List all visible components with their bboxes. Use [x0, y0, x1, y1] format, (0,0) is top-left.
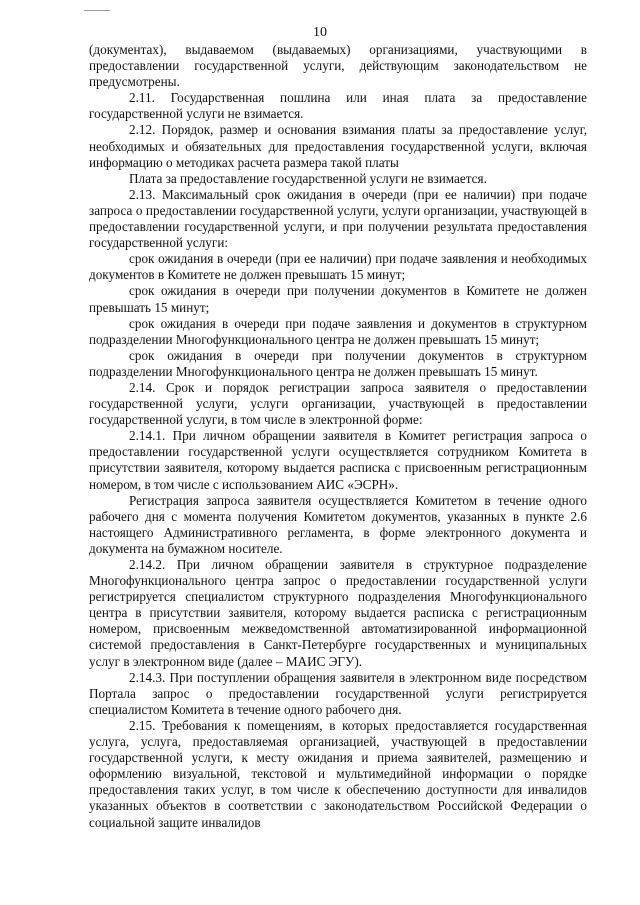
paragraph: 2.14.2. При личном обращении заявителя в структурное подразделение Многофункционального центра запрос о предоставлении государственной услуги регистрируется специалистом структурного подразделения Многофункционального центра в присутствии заявителя, которому выдается расписка с регистрационным номером, присвоенным межведомственной автоматизированной информационной системой предоставления в Санкт-Петербурге государственных и муниципальных услуг в электронном виде (далее – МАИС ЭГУ). — [89, 557, 587, 669]
paragraph: 2.13. Максимальный срок ожидания в очереди (при ее наличии) при подаче запроса о предоставлении государственной услуги, услуги организации, участвующей в предоставлении государственной услуги, и при получении результата предоставления государственной услуги: — [89, 186, 587, 251]
paragraph: Регистрация запроса заявителя осуществляется Комитетом в течение одного рабочего дня с момента получения Комитетом документов, указанных в пункте 2.6 настоящего Административного регламента, в форме электронного документа и документа на бумажном носителе. — [89, 492, 587, 556]
paragraph: (документах), выдаваемом (выдаваемых) организациями, участвующими в предоставлении государственной услуги, действующим законодательством не предусмотрены. — [89, 42, 587, 90]
paragraph: 2.14. Срок и порядок регистрации запроса заявителя о предоставлении государственной услуги, услуги организации, участвующей в предоставлении государственной услуги, в том числе в электронной форме: — [89, 379, 587, 428]
scan-edge-mark — [84, 10, 110, 11]
page-number: 10 — [313, 25, 327, 40]
paragraph: 2.12. Порядок, размер и основания взимания платы за предоставление услуг, необходимых и обязательных для предоставления государственной услуги, включая информацию о методиках расчета размера такой платы — [89, 122, 587, 170]
paragraph: срок ожидания в очереди (при ее наличии) при подаче заявления и необходимых документов в Комитете не должен превышать 15 минут; — [89, 251, 587, 283]
paragraph: срок ожидания в очереди при получении документов в Комитете не должен превышать 15 минут; — [89, 283, 587, 315]
paragraph: срок ожидания в очереди при получении документов в структурном подразделении Многофункционального центра не должен превышать 15 минут. — [89, 347, 587, 379]
paragraph: 2.11. Государственная пошлина или иная плата за предоставление государственной услуги не взимается. — [89, 90, 587, 122]
paragraph: Плата за предоставление государственной услуги не взимается. — [129, 170, 487, 186]
paragraph: 2.14.3. При поступлении обращения заявителя в электронном виде посредством Портала запрос о предоставлении государственной услуги регистрируется специалистом Комитета в течение одного рабочего дня. — [89, 669, 587, 717]
paragraph: срок ожидания в очереди при подаче заявления и документов в структурном подразделении Многофункционального центра не должен превышать 15 минут; — [89, 315, 587, 347]
paragraph: 2.15. Требования к помещениям, в которых предоставляется государственная услуга, услуга, предоставляемая организацией, участвующей в предоставлении государственной услуги, к месту ожидания и приема заявителей, размещению и оформлению визуальной, текстовой и мультимедийной информации о порядке предоставления таких услуг, в том числе к обеспечению доступности для инвалидов указанных объектов в соответствии с законодательством Российской Федерации о социальной защите инвалидов — [89, 717, 587, 830]
paragraph: 2.14.1. При личном обращении заявителя в Комитет регистрация запроса о предоставлении государственной услуги осуществляется сотрудником Комитета в присутствии заявителя, которому выдается расписка с присвоенным регистрационным номером, в том числе с использованием АИС «ЭСРН». — [89, 428, 587, 492]
document-body — [89, 42, 587, 831]
